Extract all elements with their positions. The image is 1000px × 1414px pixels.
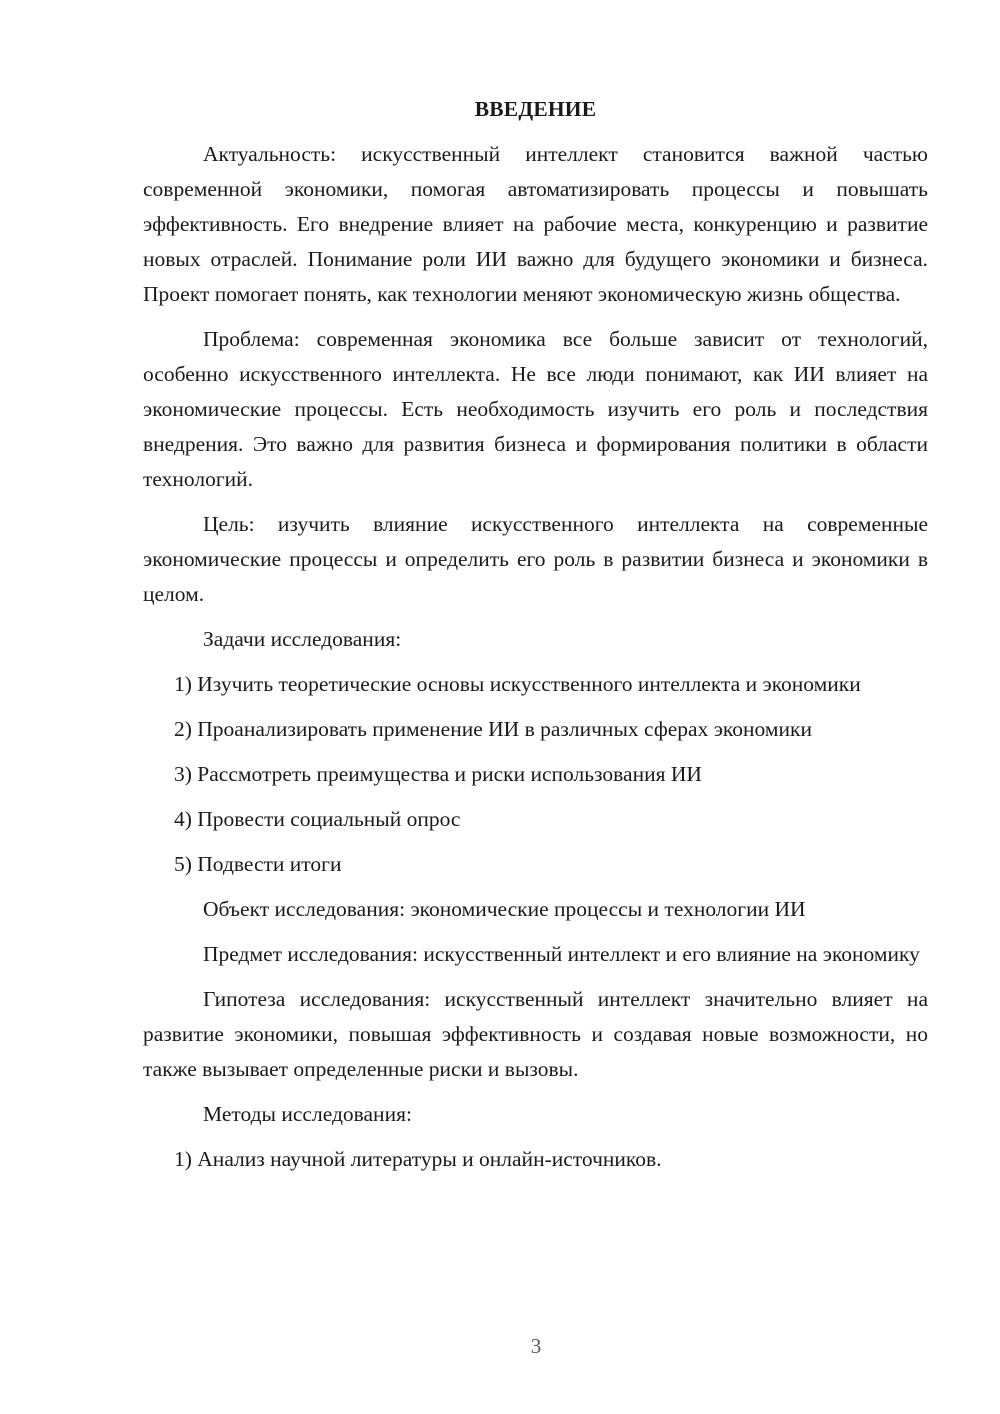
goal-paragraph: Цель: изучить влияние искусственного интеллекта на современные экономические процессы и определить его роль в развитии бизнеса и экономики в целом.: [143, 512, 928, 606]
task-item: 1) Изучить теоретические основы искусственного интеллекта и экономики: [174, 672, 861, 696]
method-item: 1) Анализ научной литературы и онлайн-источников.: [174, 1147, 662, 1171]
subject-paragraph: Предмет исследования: искусственный интеллект и его влияние на экономику: [203, 942, 920, 966]
methods-heading: Методы исследования:: [203, 1102, 412, 1126]
page-number: 3: [530, 1334, 542, 1358]
task-item: 5) Подвести итоги: [174, 852, 342, 876]
relevance-paragraph: Актуальность: искусственный интеллект становится важной частью современной экономики, помогая автоматизировать процессы и повышать эффективность. Его внедрение влияет на рабочие места, конкуренцию и развитие новых отраслей. Понимание роли ИИ важно для будущего экономики и бизнеса. Проект помогает понять, как технологии меняют экономическую жизнь общества.: [143, 142, 928, 306]
document-page: [143, 92, 928, 1187]
tasks-heading: Задачи исследования:: [203, 627, 402, 651]
task-item: 2) Проанализировать применение ИИ в различных сферах экономики: [174, 717, 812, 741]
object-paragraph: Объект исследования: экономические процессы и технологии ИИ: [203, 897, 806, 921]
section-title: ВВЕДЕНИЕ: [474, 97, 597, 121]
hypothesis-paragraph: Гипотеза исследования: искусственный интеллект значительно влияет на развитие экономики, повышая эффективность и создавая новые возможности, но также вызывает определенные риски и вызовы.: [143, 987, 928, 1081]
task-item: 3) Рассмотреть преимущества и риски использования ИИ: [174, 762, 702, 786]
task-item: 4) Провести социальный опрос: [174, 807, 461, 831]
problem-paragraph: Проблема: современная экономика все больше зависит от технологий, особенно искусственного интеллекта. Не все люди понимают, как ИИ влияет на экономические процессы. Есть необходимость изучить его роль и последствия внедрения. Это важно для развития бизнеса и формирования политики в области технологий.: [143, 327, 928, 491]
